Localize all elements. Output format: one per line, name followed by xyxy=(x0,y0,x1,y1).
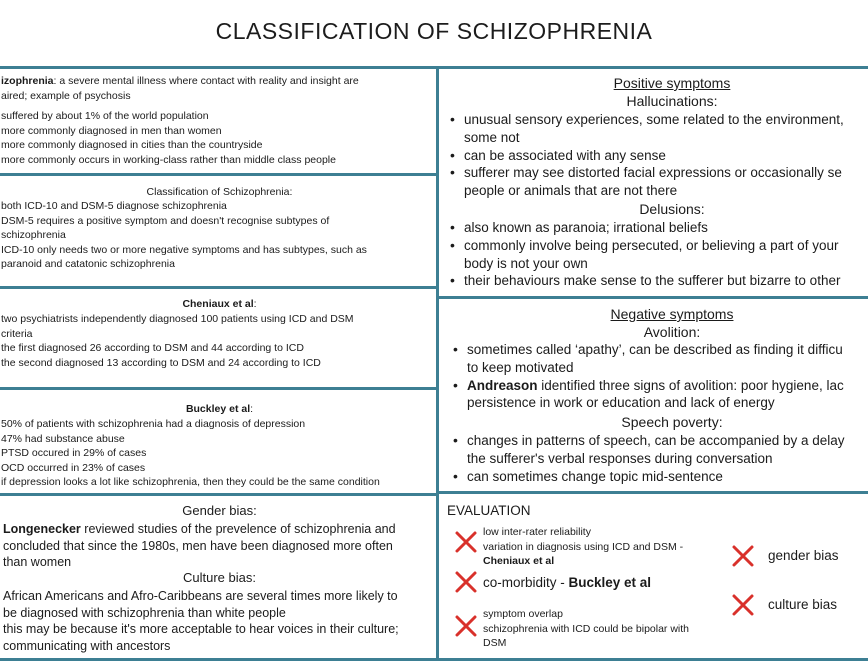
list-item: concluded that since the 1980s, men have been diagnosed more often xyxy=(3,538,393,553)
list-item: more commonly diagnosed in cities than the countryside xyxy=(1,139,263,152)
buckley-box xyxy=(0,387,439,496)
positive-symptoms-title: Positive symptoms xyxy=(613,75,731,91)
speech-poverty-list xyxy=(442,432,868,485)
list-item: 50% of patients with schizophrenia had a diagnosis of depression xyxy=(1,418,306,430)
list-item xyxy=(439,129,868,147)
negative-symptoms-heading xyxy=(439,305,868,323)
cheniaux-heading-name: Cheniaux et al xyxy=(182,298,254,310)
cheniaux-heading-suffix: : xyxy=(253,298,257,310)
cross-icon xyxy=(454,614,478,638)
negative-symptoms-title: Negative symptoms xyxy=(610,306,734,322)
list-item xyxy=(442,394,868,412)
list-item: • their behaviours make sense to the sufferer but bizarre to other xyxy=(439,272,868,290)
list-item: paranoid and catatonic schizophrenia xyxy=(1,258,175,271)
list-item: PTSD occured in 29% of cases xyxy=(1,447,147,460)
list-item: • also known as paranoia; irrational beliefs xyxy=(439,219,868,237)
list-item: • changes in patterns of speech, can be accompanied by a delay xyxy=(442,432,868,450)
list-item: 47% had substance abuse xyxy=(1,432,125,445)
evaluation-line: DSM xyxy=(483,637,507,649)
evaluation-line: low inter-rater reliability xyxy=(483,526,591,538)
list-item-cont: some not xyxy=(464,129,520,145)
positive-symptoms-box xyxy=(436,66,868,299)
gender-bias-heading: Gender bias: xyxy=(182,503,257,518)
list-item: if depression looks a lot like schizophrenia, then they could be the same condition xyxy=(1,476,380,489)
hallucinations-list xyxy=(439,111,868,200)
list-item xyxy=(439,255,868,273)
list-item: criteria xyxy=(1,327,33,340)
list-item: • commonly involve being persecuted, or believing a part of your xyxy=(439,237,868,255)
evaluation-heading: EVALUATION xyxy=(447,503,531,518)
list-item xyxy=(3,521,396,538)
definition-list xyxy=(1,109,336,167)
delusions-heading: Delusions: xyxy=(639,201,705,217)
buckley-heading xyxy=(0,402,439,416)
evaluation-ref: Cheniaux et al xyxy=(483,555,555,567)
definition-box xyxy=(0,66,439,176)
evaluation-item-gender-bias: gender bias xyxy=(768,548,839,563)
evaluation-line: co-morbidity - xyxy=(483,575,569,590)
gender-bias-text: reviewed studies of the prevelence of schizophrenia and xyxy=(80,522,396,536)
cross-icon xyxy=(731,544,755,568)
culture-bias-list xyxy=(3,588,399,654)
evaluation-line: schizophrenia with ICD could be bipolar with xyxy=(483,622,690,635)
definition-intro xyxy=(1,74,439,103)
cross-icon xyxy=(454,530,478,554)
list-item: be diagnosed with schizophrenia than white people xyxy=(3,605,286,620)
list-item: • can be associated with any sense xyxy=(439,147,868,165)
evaluation-line: variation in diagnosis using ICD and DSM - xyxy=(483,540,684,553)
list-item xyxy=(442,377,868,395)
list-item: more commonly occurs in working-class rather than middle class people xyxy=(1,153,336,166)
classification-box xyxy=(0,173,439,289)
evaluation-line: symptom overlap xyxy=(483,608,563,620)
definition-term: izophrenia xyxy=(1,75,54,87)
positive-symptoms-heading xyxy=(439,74,868,92)
buckley-list xyxy=(1,417,380,490)
andreason-name: Andreason xyxy=(467,377,538,393)
list-item: DSM-5 requires a positive symptom and doesn't recognise subtypes of xyxy=(1,214,330,227)
list-item: the first diagnosed 26 according to DSM and 44 according to ICD xyxy=(1,342,304,355)
delusions-list xyxy=(439,219,868,290)
evaluation-item-culture-bias: culture bias xyxy=(768,597,838,612)
list-item: this may be because it's more acceptable to hear voices in their culture; xyxy=(3,622,399,636)
classification-heading: Classification of Schizophrenia: xyxy=(146,186,293,198)
list-item: • sometimes called ‘apathy’, can be described as finding it difficu xyxy=(442,341,868,359)
classification-list xyxy=(1,199,367,272)
list-item xyxy=(439,182,868,200)
avolition-heading: Avolition: xyxy=(643,324,701,340)
bias-box xyxy=(0,493,439,661)
gender-bias-list xyxy=(3,521,396,571)
list-item: OCD occurred in 23% of cases xyxy=(1,461,146,474)
list-item-cont: to keep motivated xyxy=(467,359,574,375)
cross-icon xyxy=(731,593,755,617)
buckley-heading-name: Buckley et al xyxy=(185,403,251,415)
list-item: communicating with ancestors xyxy=(3,638,171,653)
list-item: suffered by about 1% of the world population xyxy=(1,110,209,122)
list-item: schizophrenia xyxy=(1,229,66,242)
cross-icon xyxy=(454,570,478,594)
list-item xyxy=(442,359,868,377)
list-item: • can sometimes change topic mid-sentence xyxy=(442,468,868,486)
list-item: • unusual sensory experiences, some related to the environment, xyxy=(439,111,868,129)
list-item: • sufferer may see distorted facial expressions or occasionally se xyxy=(439,164,868,182)
avolition-list xyxy=(442,341,868,412)
list-item: both ICD-10 and DSM-5 diagnose schizophrenia xyxy=(1,200,227,212)
list-item: the second diagnosed 13 according to DSM and 24 according to ICD xyxy=(1,356,321,369)
evaluation-item-overlap xyxy=(483,607,689,651)
culture-bias-heading: Culture bias: xyxy=(183,570,256,585)
hallucinations-heading: Hallucinations: xyxy=(626,93,718,109)
buckley-heading-suffix: : xyxy=(250,403,254,415)
evaluation-ref: Buckley et al xyxy=(568,575,652,590)
list-item: than women xyxy=(3,555,72,569)
cheniaux-heading xyxy=(0,297,439,311)
speech-poverty-heading: Speech poverty: xyxy=(621,414,723,430)
list-item: more commonly diagnosed in men than women xyxy=(1,124,222,137)
list-item-cont: body is not your own xyxy=(464,255,588,271)
definition-intro-cont: aired; example of psychosis xyxy=(1,89,131,102)
list-item-cont: people or animals that are not there xyxy=(464,183,678,199)
list-item-cont: persistence in work or education and lack of energy xyxy=(467,395,775,411)
page-title: CLASSIFICATION OF SCHIZOPHRENIA xyxy=(215,18,653,44)
evaluation-item-comorbidity xyxy=(483,574,651,591)
list-item: ICD-10 only needs two or more negative symptoms and has subtypes, such as xyxy=(1,243,367,256)
list-item: African Americans and Afro-Caribbeans are several times more likely to xyxy=(3,589,398,603)
evaluation-box xyxy=(436,491,868,661)
longenecker-name: Longenecker xyxy=(3,522,81,536)
list-item xyxy=(442,450,868,468)
list-item-cont: the sufferer's verbal responses during conversation xyxy=(467,450,773,466)
avolition-text: identified three signs of avolition: poor hygiene, lac xyxy=(537,377,844,393)
definition-intro-text: : a severe mental illness where contact with reality and insight are xyxy=(53,75,359,87)
cheniaux-list xyxy=(1,312,354,370)
evaluation-item-reliability xyxy=(483,525,683,569)
cheniaux-box xyxy=(0,286,439,390)
negative-symptoms-box xyxy=(436,296,868,494)
list-item: two psychiatrists independently diagnosed 100 patients using ICD and DSM xyxy=(1,313,354,325)
